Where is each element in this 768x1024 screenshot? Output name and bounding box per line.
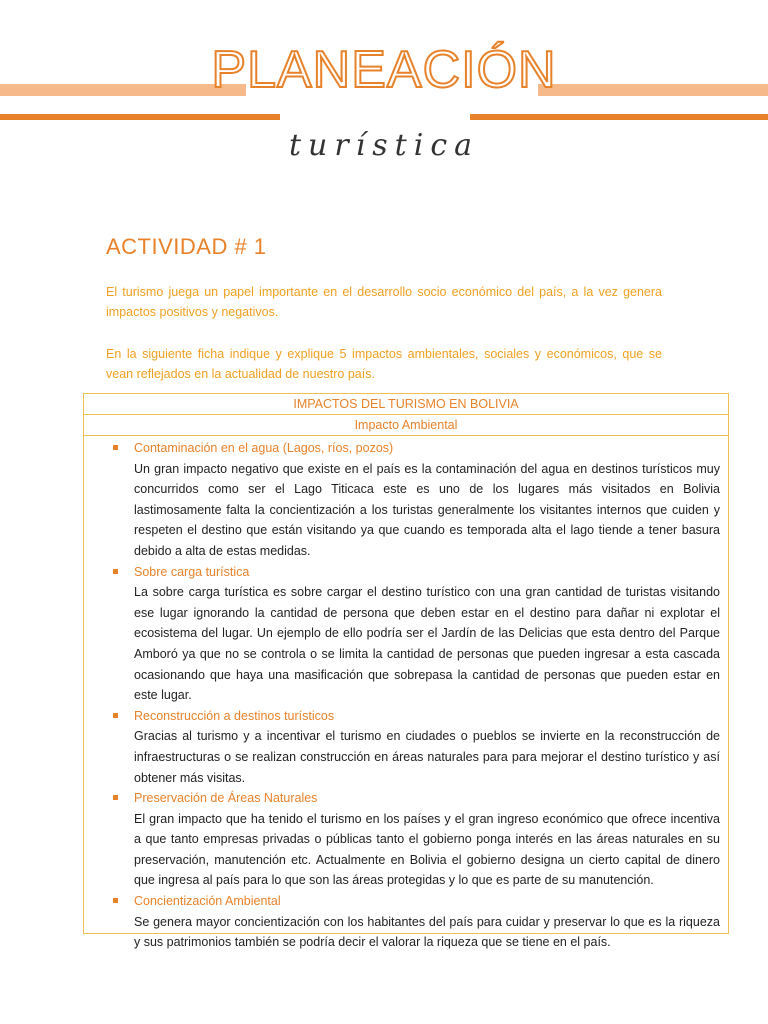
page-subtitle: turística [288, 128, 480, 163]
list-item [134, 891, 720, 953]
list-item [134, 706, 720, 788]
item-body: Un gran impacto negativo que existe en el país es la contaminación del agua en destinos turísticos muy concurridos como ser el Lago Titicaca este es uno de los lugares más visitados en Bolivia lastimosamente falta la concientización a los turistas generalmente los visitantes internos que cuiden y respeten el destino que están visitando ya que cuando es temporada alta el lago tiende a tener basura debido a alta de estas medidas. [134, 461, 720, 558]
table-subheader: Impacto Ambiental [84, 415, 728, 436]
item-title: Concientización Ambiental [134, 894, 281, 909]
square-bullet-icon [113, 445, 118, 450]
item-title: Preservación de Áreas Naturales [134, 791, 318, 806]
activity-heading: ACTIVIDAD # 1 [106, 234, 267, 259]
item-title: Sobre carga turística [134, 564, 250, 579]
list-item [134, 788, 720, 891]
item-body: La sobre carga turística es sobre cargar el destino turístico con una gran cantidad de turistas visitando ese lugar ignorando la cantidad de persona que deben estar en el destino para dañar ni explotar el ecosistema del lugar. Un ejemplo de ello podría ser el Jardín de las Delicias que esta dentro del Parque Amboró ya que no se controla o se limita la cantidad de personas que pueden ingresar a esta cascada ocasionando que haya una masificación que sobrepasa la cantidad de personas que pueden estar en este lugar. [134, 585, 720, 703]
item-body: El gran impacto que ha tenido el turismo en los países y el gran ingreso económico que ofrece incentiva a que tanto empresas privadas o públicas tanto el gobierno ponga interés en las áreas naturales en su preservación, manutención etc. Actualmente en Bolivia el gobierno designa un cierto capital de dinero que ingresa al país para lo que son las áreas protegidas y lo que es parte de su manutención. [134, 811, 720, 888]
square-bullet-icon [113, 713, 118, 718]
list-item [134, 562, 720, 706]
header-line-left [0, 114, 280, 120]
square-bullet-icon [113, 898, 118, 903]
impacts-table [83, 393, 729, 950]
intro-paragraph: El turismo juega un papel importante en el desarrollo socio económico del país, a la vez genera impactos positivos y negativos. [106, 285, 662, 319]
item-body: Gracias al turismo y a incentivar el turismo en ciudades o pueblos se invierte en la reconstrucción de infraestructuras o se realizan construcción en áreas naturales para para mejorar el destino turístico y así obtener más visitas. [134, 729, 720, 785]
table-header: IMPACTOS DEL TURISMO EN BOLIVIA [84, 394, 728, 415]
item-body: Se genera mayor concientización con los habitantes del país para cuidar y preservar lo que es la riqueza y sus patrimonios también se podría decir el valorar la riqueza que se tiene en el país. [134, 914, 720, 950]
header-line-right [470, 114, 768, 120]
item-title: Reconstrucción a destinos turísticos [134, 708, 335, 723]
impacts-list [84, 436, 728, 953]
list-item [134, 438, 720, 562]
square-bullet-icon [113, 569, 118, 574]
instruction-paragraph: En la siguiente ficha indique y explique 5 impactos ambientales, sociales y económicos, que se vean reflejados en la actualidad de nuestro país. [106, 347, 662, 381]
square-bullet-icon [113, 795, 118, 800]
page-title: PLANEACIÓN [211, 41, 557, 99]
item-title: Contaminación en el agua (Lagos, ríos, pozos) [134, 441, 394, 455]
